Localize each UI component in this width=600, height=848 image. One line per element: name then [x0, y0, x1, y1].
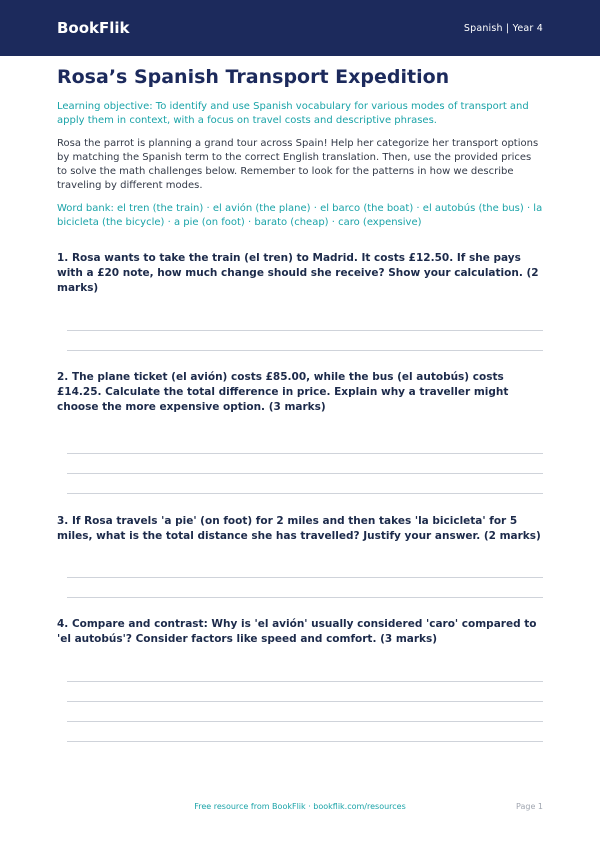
learning-objective: Learning objective: To identify and use Spanish vocabulary for various modes of transport and apply them in context, with a focus on travel costs and descriptive phrases. [57, 101, 529, 126]
subject-year-label: Spanish | Year 4 [463, 22, 543, 34]
answer-line [67, 350, 543, 351]
answer-line [67, 453, 543, 454]
answer-area-2[interactable] [57, 453, 543, 494]
footer-credit: Free resource from BookFlik · bookflik.com/resources [194, 802, 406, 811]
answer-area-3[interactable] [57, 577, 543, 598]
answer-line [67, 681, 543, 682]
word-bank: Word bank: el tren (the train) · el avión (the plane) · el barco (the boat) · el autobús (the bus) · la bicicleta (the bicycle) · a pie (on foot) · barato (cheap) · caro (expensive) [57, 203, 543, 228]
page-header [0, 0, 600, 56]
answer-line [67, 473, 543, 474]
brand-logo: BookFlik [57, 19, 130, 37]
page-title: Rosa’s Spanish Transport Expedition [57, 66, 450, 88]
answer-area-4[interactable] [57, 681, 543, 742]
worksheet-content [57, 64, 543, 742]
intro-paragraph: Rosa the parrot is planning a grand tour across Spain! Help her categorize her transport options by matching the Spanish term to the correct English translation. Then, use the provided prices to solve the math challenges below. Remember to look for the patterns in how we describe traveling by different modes. [57, 138, 539, 191]
answer-line [67, 493, 543, 494]
answer-line [67, 741, 543, 742]
question-3: 3. If Rosa travels 'a pie' (on foot) for 2 miles and then takes 'la bicicleta' for 5 miles, what is the total distance she has travelled? Justify your answer. (2 marks) [57, 515, 541, 542]
page-number: Page 1 [516, 802, 543, 811]
answer-line [67, 330, 543, 331]
answer-line [67, 577, 543, 578]
answer-line [67, 701, 543, 702]
answer-line [67, 721, 543, 722]
question-1: 1. Rosa wants to take the train (el tren) to Madrid. It costs £12.50. If she pays with a £20 note, how much change should she receive? Show your calculation. (2 marks) [57, 252, 539, 294]
answer-area-1[interactable] [57, 330, 543, 351]
question-2: 2. The plane ticket (el avión) costs £85.00, while the bus (el autobús) costs £14.25. Calculate the total difference in price. Explain why a traveller might choose the more expensive option. (3 marks) [57, 371, 509, 413]
answer-line [67, 597, 543, 598]
question-4: 4. Compare and contrast: Why is 'el avión' usually considered 'caro' compared to 'el autobús'? Consider factors like speed and comfort. (3 marks) [57, 618, 537, 645]
